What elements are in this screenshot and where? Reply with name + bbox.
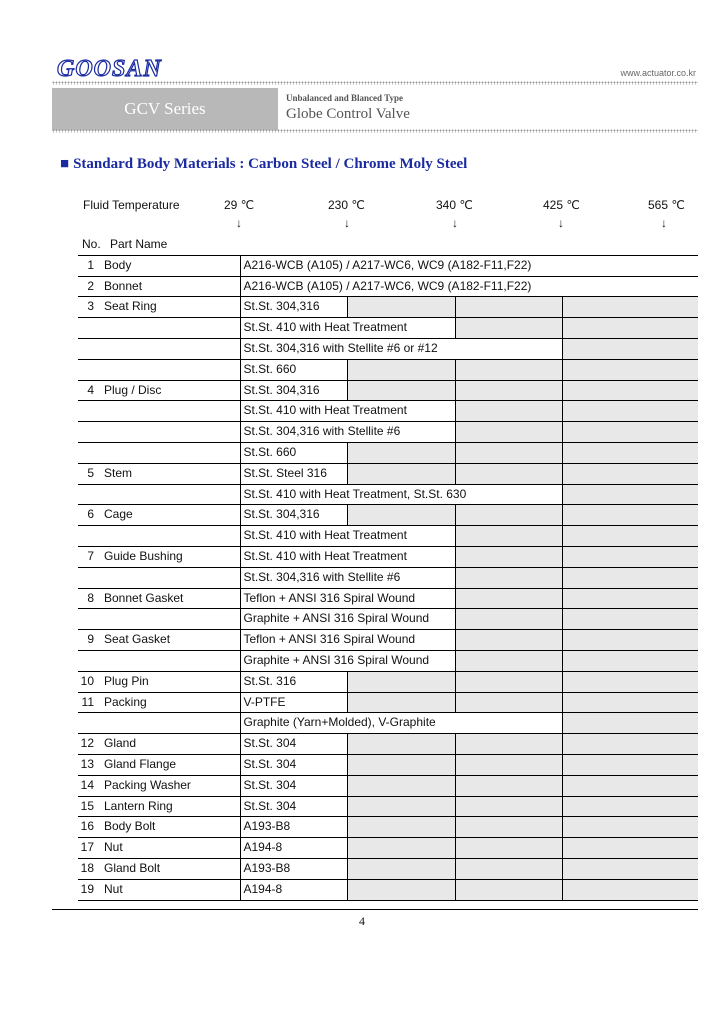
not-applicable-cell (347, 505, 455, 526)
row-number (78, 442, 104, 463)
material-cell: St.St. 304,316 (240, 297, 347, 318)
material-cell: A193-B8 (240, 817, 347, 838)
row-number (78, 422, 104, 443)
part-name: Cage (104, 505, 240, 526)
row-number (78, 567, 104, 588)
part-name (104, 567, 240, 588)
part-name: Body Bolt (104, 817, 240, 838)
not-applicable-cell (455, 879, 562, 900)
not-applicable-cell (347, 692, 455, 713)
not-applicable-cell (562, 401, 698, 422)
not-applicable-cell (562, 380, 698, 401)
row-number (78, 650, 104, 671)
material-cell: St.St. Steel 316 (240, 463, 347, 484)
footer-rule (52, 909, 698, 910)
row-number: 8 (78, 588, 104, 609)
not-applicable-cell (562, 546, 698, 567)
table-row (78, 359, 698, 380)
down-arrow-icon: ↓ (236, 216, 242, 230)
material-cell: St.St. 304,316 (240, 505, 347, 526)
material-cell: Graphite + ANSI 316 Spiral Wound (240, 609, 455, 630)
temp-29: 29 ℃ (224, 198, 255, 212)
part-name: Nut (104, 838, 240, 859)
not-applicable-cell (455, 546, 562, 567)
part-name: Gland Flange (104, 754, 240, 775)
table-row (78, 318, 698, 339)
not-applicable-cell (455, 838, 562, 859)
part-name: Plug Pin (104, 671, 240, 692)
table-row (78, 713, 698, 734)
header-dot-rule-bottom (52, 129, 698, 133)
table-row (78, 463, 698, 484)
materials-table (78, 235, 698, 901)
part-name: Seat Gasket (104, 630, 240, 651)
temp-565: 565 ℃ (648, 198, 685, 212)
row-number: 5 (78, 463, 104, 484)
row-number (78, 484, 104, 505)
not-applicable-cell (562, 838, 698, 859)
row-number: 17 (78, 838, 104, 859)
material-cell: St.St. 660 (240, 442, 347, 463)
material-cell: St.St. 410 with Heat Treatment (240, 318, 455, 339)
part-name: Gland Bolt (104, 858, 240, 879)
not-applicable-cell (347, 775, 455, 796)
not-applicable-cell (455, 297, 562, 318)
not-applicable-cell (562, 796, 698, 817)
not-applicable-cell (562, 692, 698, 713)
down-arrow-icon: ↓ (452, 216, 458, 230)
table-row (78, 484, 698, 505)
table-row (78, 255, 698, 276)
series-label: GCV Series (52, 88, 278, 130)
material-cell: Teflon + ANSI 316 Spiral Wound (240, 630, 455, 651)
header-no: No. (78, 235, 104, 255)
row-number: 1 (78, 255, 104, 276)
part-name: Guide Bushing (104, 546, 240, 567)
header-dot-rule-top (52, 81, 698, 85)
table-row (78, 588, 698, 609)
table-row (78, 297, 698, 318)
section-title (60, 156, 467, 173)
page-number: 4 (359, 914, 365, 928)
temp-425: 425 ℃ (543, 198, 580, 212)
not-applicable-cell (562, 318, 698, 339)
not-applicable-cell (347, 734, 455, 755)
part-name: Bonnet (104, 276, 240, 297)
table-row (78, 879, 698, 900)
part-name: Nut (104, 879, 240, 900)
not-applicable-cell (347, 297, 455, 318)
temp-230: 230 ℃ (328, 198, 365, 212)
not-applicable-cell (347, 817, 455, 838)
material-cell: St.St. 304 (240, 754, 347, 775)
row-number (78, 401, 104, 422)
not-applicable-cell (455, 567, 562, 588)
not-applicable-cell (562, 713, 698, 734)
row-number: 2 (78, 276, 104, 297)
not-applicable-cell (455, 650, 562, 671)
material-cell: St.St. 304,316 with Stellite #6 (240, 422, 455, 443)
table-row (78, 650, 698, 671)
table-row (78, 567, 698, 588)
website-url: www.actuator.co.kr (620, 68, 696, 78)
not-applicable-cell (562, 671, 698, 692)
material-cell: St.St. 410 with Heat Treatment (240, 546, 455, 567)
part-name: Packing (104, 692, 240, 713)
not-applicable-cell (562, 505, 698, 526)
not-applicable-cell (455, 526, 562, 547)
not-applicable-cell (347, 442, 455, 463)
material-cell: St.St. 410 with Heat Treatment, St.St. 630 (240, 484, 562, 505)
not-applicable-cell (455, 442, 562, 463)
part-name: Seat Ring (104, 297, 240, 318)
temp-340: 340 ℃ (436, 198, 473, 212)
not-applicable-cell (562, 754, 698, 775)
table-row (78, 858, 698, 879)
part-name: Gland (104, 734, 240, 755)
row-number: 19 (78, 879, 104, 900)
not-applicable-cell (562, 630, 698, 651)
table-row (78, 838, 698, 859)
row-number: 11 (78, 692, 104, 713)
row-number: 10 (78, 671, 104, 692)
part-name (104, 359, 240, 380)
row-number: 4 (78, 380, 104, 401)
not-applicable-cell (562, 775, 698, 796)
not-applicable-cell (562, 422, 698, 443)
not-applicable-cell (347, 858, 455, 879)
not-applicable-cell (455, 671, 562, 692)
not-applicable-cell (347, 380, 455, 401)
part-name (104, 318, 240, 339)
not-applicable-cell (562, 609, 698, 630)
not-applicable-cell (455, 630, 562, 651)
not-applicable-cell (455, 692, 562, 713)
material-cell: Graphite + ANSI 316 Spiral Wound (240, 650, 455, 671)
not-applicable-cell (562, 338, 698, 359)
not-applicable-cell (562, 359, 698, 380)
product-subtitle: Unbalanced and Blanced Type (286, 93, 403, 103)
not-applicable-cell (562, 858, 698, 879)
table-row (78, 338, 698, 359)
not-applicable-cell (455, 359, 562, 380)
table-row (78, 505, 698, 526)
table-row (78, 401, 698, 422)
part-name (104, 526, 240, 547)
material-cell: St.St. 660 (240, 359, 347, 380)
section-title-text: Standard Body Materials : Carbon Steel / Chrome Moly Steel (73, 156, 468, 172)
not-applicable-cell (562, 297, 698, 318)
material-cell: St.St. 410 with Heat Treatment (240, 401, 455, 422)
svg-text:GOOSAN: GOOSAN (57, 56, 162, 81)
row-number: 3 (78, 297, 104, 318)
part-name (104, 650, 240, 671)
material-cell: Teflon + ANSI 316 Spiral Wound (240, 588, 455, 609)
material-cell: St.St. 410 with Heat Treatment (240, 526, 455, 547)
table-row (78, 630, 698, 651)
not-applicable-cell (455, 588, 562, 609)
fluid-temperature-label: Fluid Temperature (83, 198, 180, 212)
not-applicable-cell (562, 463, 698, 484)
not-applicable-cell (347, 838, 455, 859)
part-name (104, 401, 240, 422)
table-row (78, 526, 698, 547)
not-applicable-cell (562, 567, 698, 588)
not-applicable-cell (347, 463, 455, 484)
not-applicable-cell (562, 588, 698, 609)
row-number (78, 526, 104, 547)
not-applicable-cell (347, 879, 455, 900)
not-applicable-cell (562, 484, 698, 505)
row-number: 9 (78, 630, 104, 651)
down-arrow-icon: ↓ (344, 216, 350, 230)
material-cell: St.St. 304,316 (240, 380, 347, 401)
row-number: 15 (78, 796, 104, 817)
row-number: 7 (78, 546, 104, 567)
part-name (104, 442, 240, 463)
not-applicable-cell (455, 505, 562, 526)
material-cell: V-PTFE (240, 692, 347, 713)
material-cell: St.St. 304,316 with Stellite #6 (240, 567, 455, 588)
row-number (78, 359, 104, 380)
not-applicable-cell (455, 775, 562, 796)
table-row (78, 546, 698, 567)
not-applicable-cell (455, 817, 562, 838)
part-name: Stem (104, 463, 240, 484)
table-row (78, 775, 698, 796)
not-applicable-cell (562, 526, 698, 547)
table-row (78, 754, 698, 775)
part-name: Bonnet Gasket (104, 588, 240, 609)
not-applicable-cell (562, 650, 698, 671)
not-applicable-cell (562, 879, 698, 900)
down-arrow-icon: ↓ (661, 216, 667, 230)
not-applicable-cell (347, 671, 455, 692)
material-cell: Graphite (Yarn+Molded), V-Graphite (240, 713, 562, 734)
square-bullet-icon: ■ (60, 156, 70, 172)
material-cell: St.St. 304 (240, 734, 347, 755)
part-name (104, 713, 240, 734)
part-name (104, 338, 240, 359)
row-number: 13 (78, 754, 104, 775)
not-applicable-cell (455, 463, 562, 484)
not-applicable-cell (562, 442, 698, 463)
part-name: Lantern Ring (104, 796, 240, 817)
table-row (78, 692, 698, 713)
not-applicable-cell (347, 796, 455, 817)
not-applicable-cell (455, 401, 562, 422)
not-applicable-cell (455, 422, 562, 443)
table-row (78, 442, 698, 463)
material-cell: St.St. 304 (240, 796, 347, 817)
table-row (78, 422, 698, 443)
row-number (78, 338, 104, 359)
table-row (78, 734, 698, 755)
not-applicable-cell (455, 318, 562, 339)
part-name: Packing Washer (104, 775, 240, 796)
not-applicable-cell (562, 817, 698, 838)
table-row (78, 817, 698, 838)
table-row (78, 276, 698, 297)
part-name (104, 609, 240, 630)
down-arrow-icon: ↓ (558, 216, 564, 230)
material-cell: A216-WCB (A105) / A217-WC6, WC9 (A182-F11,F22) (240, 276, 698, 297)
row-number (78, 713, 104, 734)
part-name: Plug / Disc (104, 380, 240, 401)
not-applicable-cell (347, 359, 455, 380)
table-row (78, 380, 698, 401)
part-name (104, 484, 240, 505)
not-applicable-cell (455, 796, 562, 817)
not-applicable-cell (455, 734, 562, 755)
not-applicable-cell (455, 754, 562, 775)
row-number (78, 609, 104, 630)
row-number: 14 (78, 775, 104, 796)
part-name: Body (104, 255, 240, 276)
row-number: 12 (78, 734, 104, 755)
goosan-logo (55, 55, 180, 81)
table-row (78, 671, 698, 692)
table-row (78, 796, 698, 817)
row-number: 6 (78, 505, 104, 526)
not-applicable-cell (562, 734, 698, 755)
material-cell: St.St. 304,316 with Stellite #6 or #12 (240, 338, 562, 359)
not-applicable-cell (347, 754, 455, 775)
header-part-name: Part Name (104, 235, 240, 255)
material-cell: A194-8 (240, 838, 347, 859)
row-number: 18 (78, 858, 104, 879)
material-cell: St.St. 304 (240, 775, 347, 796)
table-row (78, 609, 698, 630)
product-title: Globe Control Valve (286, 106, 410, 122)
not-applicable-cell (455, 380, 562, 401)
row-number (78, 318, 104, 339)
not-applicable-cell (455, 609, 562, 630)
part-name (104, 422, 240, 443)
material-cell: St.St. 316 (240, 671, 347, 692)
row-number: 16 (78, 817, 104, 838)
material-cell: A194-8 (240, 879, 347, 900)
not-applicable-cell (455, 858, 562, 879)
material-cell: A216-WCB (A105) / A217-WC6, WC9 (A182-F11,F22) (240, 255, 698, 276)
table-header-row (78, 235, 698, 255)
material-cell: A193-B8 (240, 858, 347, 879)
